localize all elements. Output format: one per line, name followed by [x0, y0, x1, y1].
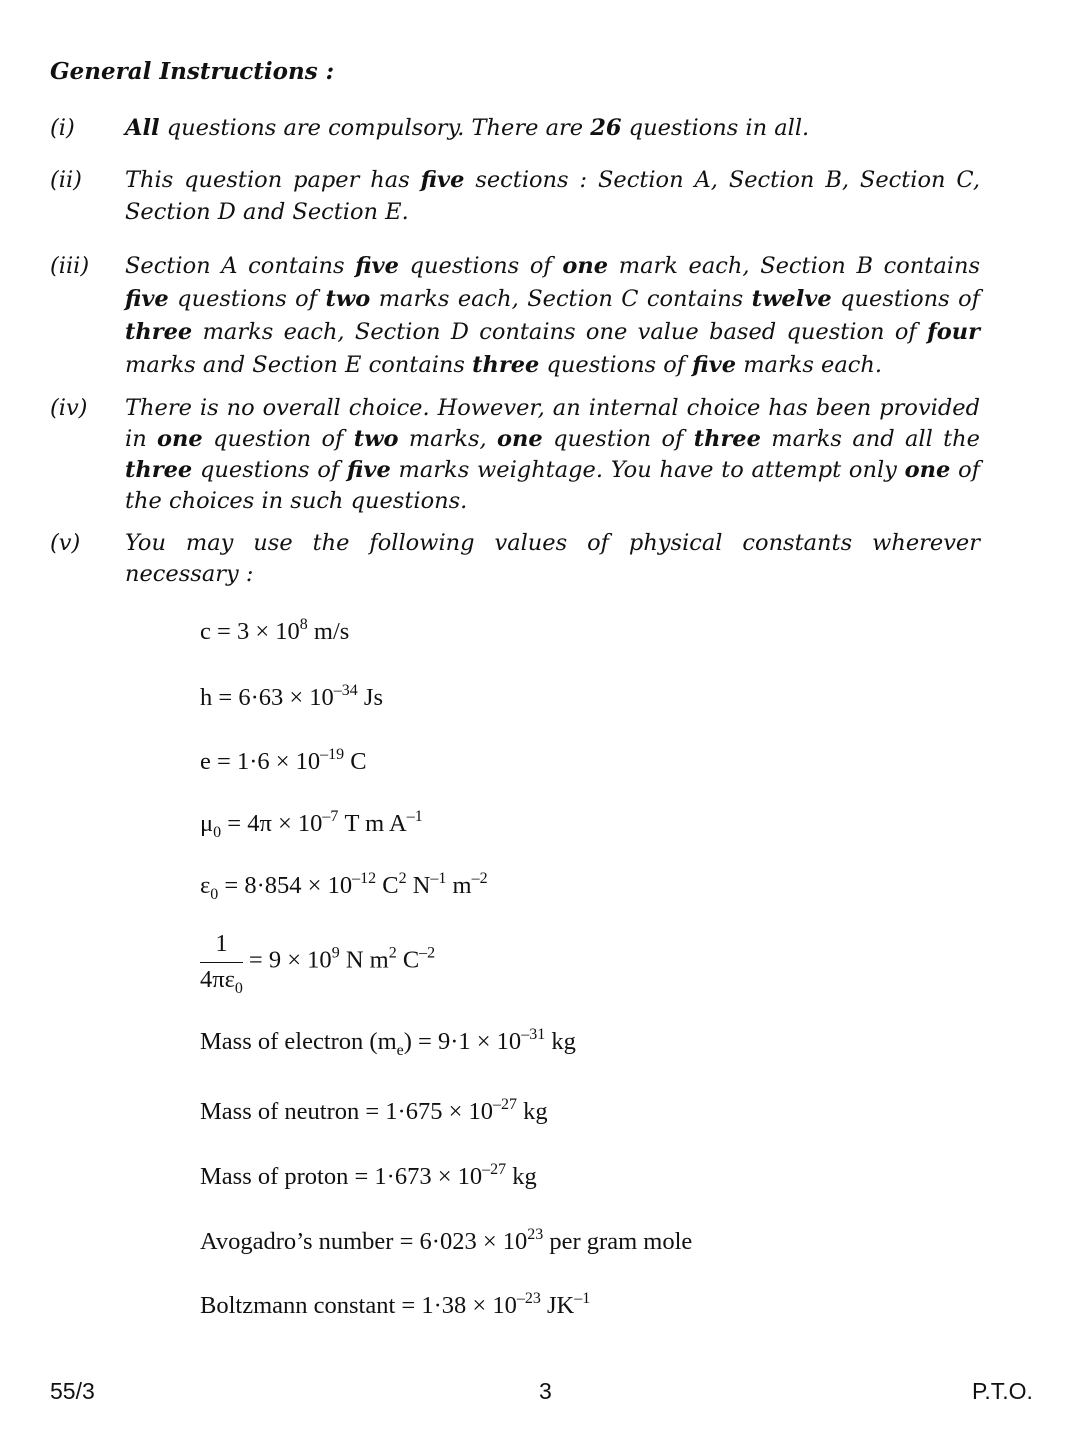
constant-planck	[200, 684, 383, 712]
const-unit: m	[446, 872, 472, 899]
emphasis-text: five	[125, 286, 169, 312]
emphasis-text: five	[692, 352, 737, 378]
const-unit-exponent: –2	[419, 944, 436, 962]
instruction-number: (i)	[50, 115, 75, 141]
const-exponent: 9	[331, 944, 340, 962]
emphasis-text: five	[355, 253, 399, 279]
const-symbol: μ	[200, 810, 214, 837]
const-exponent: –23	[516, 1290, 541, 1307]
instruction-run: questions are compulsory. There are	[159, 115, 591, 141]
pto-label: P.T.O.	[972, 1378, 1033, 1404]
instruction-run: marks each.	[736, 352, 883, 378]
const-subscript: 0	[210, 886, 219, 903]
instruction-run: marks and Section E contains	[125, 352, 473, 378]
instruction-run: question of	[202, 426, 354, 452]
const-unit-exponent: –1	[406, 808, 423, 825]
emphasis-text: two	[353, 426, 399, 452]
const-exponent: –12	[352, 870, 377, 887]
const-unit: C	[396, 946, 420, 974]
instruction-number: (v)	[50, 530, 81, 556]
fraction-denominator	[200, 963, 243, 997]
const-text: Avogadro’s number = 6·023 × 10	[200, 1228, 528, 1255]
const-unit: kg	[545, 1028, 576, 1055]
instruction-iv	[50, 393, 980, 517]
instruction-run: questions of	[168, 286, 326, 312]
const-unit: T m A	[338, 810, 407, 837]
constant-electron-mass	[200, 1026, 576, 1059]
instruction-run: questions of	[192, 457, 348, 483]
instruction-run: marks,	[398, 426, 498, 452]
constant-electron-charge	[200, 748, 367, 776]
constant-speed-of-light	[200, 618, 349, 646]
emphasis-text: one	[904, 457, 951, 483]
instruction-text	[125, 393, 980, 517]
instruction-run: marks each, Section C contains	[370, 286, 752, 312]
page-heading: General Instructions :	[50, 58, 335, 85]
instruction-i	[50, 112, 980, 144]
const-unit: kg	[506, 1163, 537, 1190]
emphasis-text: two	[325, 286, 371, 312]
emphasis-text: one	[497, 426, 543, 452]
const-text: Mass of electron (m	[200, 1028, 397, 1055]
instruction-run: marks each, Section D contains one value based question of	[192, 319, 928, 345]
constant-avogadro	[200, 1228, 692, 1256]
const-unit-exponent: –1	[430, 870, 447, 887]
const-unit-exponent: –2	[471, 870, 488, 887]
const-unit: per gram mole	[543, 1228, 693, 1255]
instruction-number: (iv)	[50, 395, 88, 421]
constant-boltzmann	[200, 1292, 590, 1320]
const-subscript: e	[396, 1042, 404, 1059]
const-unit: JK	[540, 1292, 575, 1319]
const-text: = 4π × 10	[221, 810, 323, 837]
const-text: = 8·854 × 10	[218, 872, 353, 899]
instruction-text	[125, 250, 980, 382]
const-text: Boltzmann constant = 1·38 × 10	[200, 1292, 517, 1319]
instruction-run: marks weightage. You have to attempt only	[390, 457, 905, 483]
const-exponent: –34	[333, 682, 358, 699]
instruction-run: marks and all the	[760, 426, 980, 452]
instruction-iii	[50, 250, 980, 382]
const-unit: N m	[339, 946, 389, 974]
emphasis-text: three	[693, 426, 761, 452]
constant-neutron-mass	[200, 1098, 548, 1126]
const-text: Mass of neutron = 1·675 × 10	[200, 1098, 494, 1125]
emphasis-text: three	[125, 457, 193, 483]
emphasis-text: three	[125, 319, 193, 345]
emphasis-text: one	[562, 253, 609, 279]
const-text: c = 3 × 10	[200, 618, 300, 645]
const-exponent: –7	[322, 808, 339, 825]
fraction-numerator: 1	[200, 930, 243, 963]
const-subscript: 0	[213, 824, 222, 841]
instruction-run: This question paper has	[125, 167, 421, 193]
emphasis-text: 26	[590, 115, 622, 141]
emphasis-text: All	[125, 115, 160, 141]
instruction-run: questions of	[831, 286, 980, 312]
const-text: Mass of proton = 1·673 × 10	[200, 1163, 483, 1190]
constant-epsilon0	[200, 870, 488, 903]
fraction	[200, 930, 243, 997]
constant-proton-mass	[200, 1163, 537, 1191]
const-unit-exponent: 2	[398, 870, 407, 887]
instruction-run: There is no overall choice. However, an internal choice has been provided in	[125, 395, 980, 452]
instruction-run: question of	[542, 426, 694, 452]
instruction-text	[125, 528, 980, 590]
instruction-text	[125, 164, 980, 228]
const-unit-exponent: –1	[574, 1290, 591, 1307]
emphasis-text: twelve	[751, 286, 832, 312]
constant-mu0	[200, 808, 423, 841]
const-exponent: 23	[527, 1226, 544, 1243]
const-exponent: –27	[482, 1161, 507, 1178]
den-text: 4πε	[200, 966, 235, 993]
instruction-run: questions in all.	[621, 115, 810, 141]
const-exponent: –27	[493, 1096, 518, 1113]
const-exponent: –31	[521, 1026, 546, 1043]
const-exponent: 8	[299, 616, 308, 633]
emphasis-text: one	[157, 426, 203, 452]
emphasis-text: four	[927, 319, 980, 345]
emphasis-text: three	[472, 352, 540, 378]
const-unit: N	[406, 872, 431, 899]
const-unit: m/s	[307, 618, 350, 645]
instruction-run: mark each, Section B contains	[608, 253, 980, 279]
const-unit-exponent: 2	[388, 944, 397, 962]
instruction-run: You may use the following values of physical constants wherever necessary :	[125, 530, 980, 587]
const-unit: C	[376, 872, 399, 899]
const-unit: C	[344, 748, 367, 775]
instruction-number: (ii)	[50, 167, 82, 193]
constant-coulomb	[200, 930, 436, 997]
const-symbol: ε	[200, 872, 211, 899]
const-text: h = 6·63 × 10	[200, 684, 334, 711]
den-subscript: 0	[234, 980, 243, 997]
instruction-run: questions of	[539, 352, 693, 378]
page-number: 3	[539, 1378, 552, 1404]
emphasis-text: five	[420, 167, 465, 193]
instruction-run: Section A contains	[125, 253, 356, 279]
instruction-v	[50, 528, 980, 590]
instruction-run: of the choices in such questions.	[125, 457, 980, 514]
const-text: = 9 × 10	[248, 946, 332, 974]
instruction-text	[125, 112, 980, 144]
const-text: e = 1·6 × 10	[200, 748, 321, 775]
const-unit: Js	[357, 684, 383, 711]
instruction-run: sections : Section A, Section B, Section C, Section D and Section E.	[125, 167, 980, 225]
emphasis-text: five	[347, 457, 391, 483]
const-unit: kg	[517, 1098, 548, 1125]
const-text: ) = 9·1 × 10	[403, 1028, 522, 1055]
instruction-ii	[50, 164, 980, 228]
paper-code: 55/3	[50, 1378, 95, 1404]
const-exponent: –19	[320, 746, 345, 763]
instruction-number: (iii)	[50, 253, 90, 279]
instruction-run: questions of	[398, 253, 563, 279]
